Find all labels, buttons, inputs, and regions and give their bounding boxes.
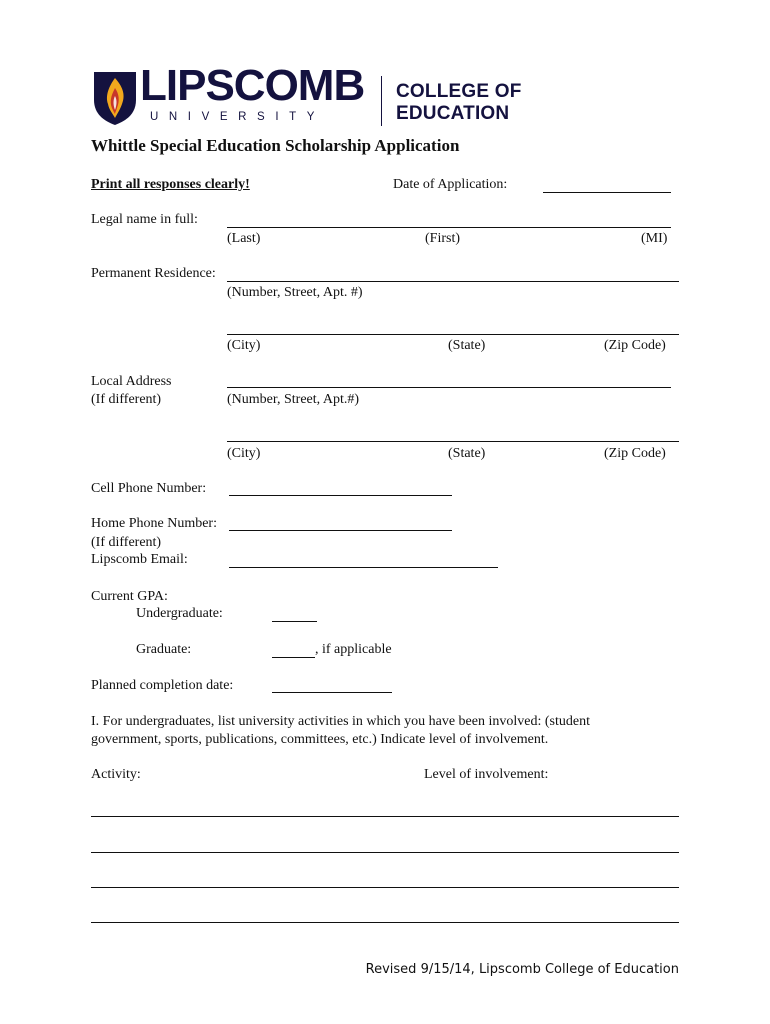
- activity-line-3[interactable]: [91, 887, 679, 888]
- permanent-street-field[interactable]: [227, 281, 679, 282]
- section1-line1: I. For undergraduates, list university activities in which you have been involved: (student: [91, 714, 590, 729]
- local-street-field[interactable]: [227, 387, 671, 388]
- gpa-grad-field[interactable]: [272, 657, 315, 658]
- local-address-label: Local Address: [91, 374, 172, 389]
- date-of-application-field[interactable]: [543, 192, 671, 193]
- logo-subtext: UNIVERSITY: [150, 111, 326, 123]
- gpa-undergrad-field[interactable]: [272, 621, 317, 622]
- permanent-state-hint: (State): [448, 338, 486, 353]
- gpa-grad-label: Graduate:: [136, 642, 192, 657]
- home-phone-label: Home Phone Number:: [91, 516, 217, 531]
- permanent-city-field[interactable]: [227, 334, 679, 335]
- college-line-1: COLLEGE OF: [396, 81, 522, 102]
- cell-phone-field[interactable]: [229, 495, 452, 496]
- local-address-sublabel: (If different): [91, 392, 162, 407]
- cell-phone-label: Cell Phone Number:: [91, 481, 207, 496]
- shield-flame-icon: [92, 70, 138, 126]
- legal-name-mi: (MI): [641, 231, 668, 246]
- activity-line-1[interactable]: [91, 816, 679, 817]
- home-phone-sublabel: (If different): [91, 535, 162, 550]
- logo-divider: [381, 76, 382, 126]
- local-city-field[interactable]: [227, 441, 679, 442]
- gpa-if-applicable: , if applicable: [315, 642, 392, 657]
- revision-footer: Revised 9/15/14, Lipscomb College of Education: [365, 962, 679, 977]
- email-field[interactable]: [229, 567, 498, 568]
- involvement-label: Level of involvement:: [424, 767, 549, 782]
- local-zip-hint: (Zip Code): [604, 446, 666, 461]
- date-of-application-label: Date of Application:: [393, 177, 508, 192]
- legal-name-field[interactable]: [227, 227, 671, 228]
- college-line-2: EDUCATION: [396, 103, 510, 124]
- completion-date-label: Planned completion date:: [91, 678, 234, 693]
- home-phone-field[interactable]: [229, 530, 452, 531]
- activity-line-4[interactable]: [91, 922, 679, 923]
- completion-date-field[interactable]: [272, 692, 392, 693]
- local-state-hint: (State): [448, 446, 486, 461]
- permanent-city-hint: (City): [227, 338, 261, 353]
- permanent-street-hint: (Number, Street, Apt. #): [227, 285, 363, 300]
- gpa-label: Current GPA:: [91, 589, 168, 604]
- section1-line2: government, sports, publications, committees, etc.) Indicate level of involvement.: [91, 732, 549, 747]
- gpa-undergrad-label: Undergraduate:: [136, 606, 223, 621]
- page-title: Whittle Special Education Scholarship Application: [91, 136, 460, 155]
- permanent-zip-hint: (Zip Code): [604, 338, 666, 353]
- local-city-hint: (City): [227, 446, 261, 461]
- activity-line-2[interactable]: [91, 852, 679, 853]
- instructions: Print all responses clearly!: [91, 177, 250, 192]
- local-street-hint: (Number, Street, Apt.#): [227, 392, 360, 407]
- logo-wordmark: LIPSCOMB: [140, 61, 365, 110]
- permanent-residence-label: Permanent Residence:: [91, 266, 216, 281]
- email-label: Lipscomb Email:: [91, 552, 188, 567]
- activity-label: Activity:: [91, 767, 141, 782]
- legal-name-label: Legal name in full:: [91, 212, 198, 227]
- legal-name-last: (Last): [227, 231, 261, 246]
- legal-name-first: (First): [425, 231, 460, 246]
